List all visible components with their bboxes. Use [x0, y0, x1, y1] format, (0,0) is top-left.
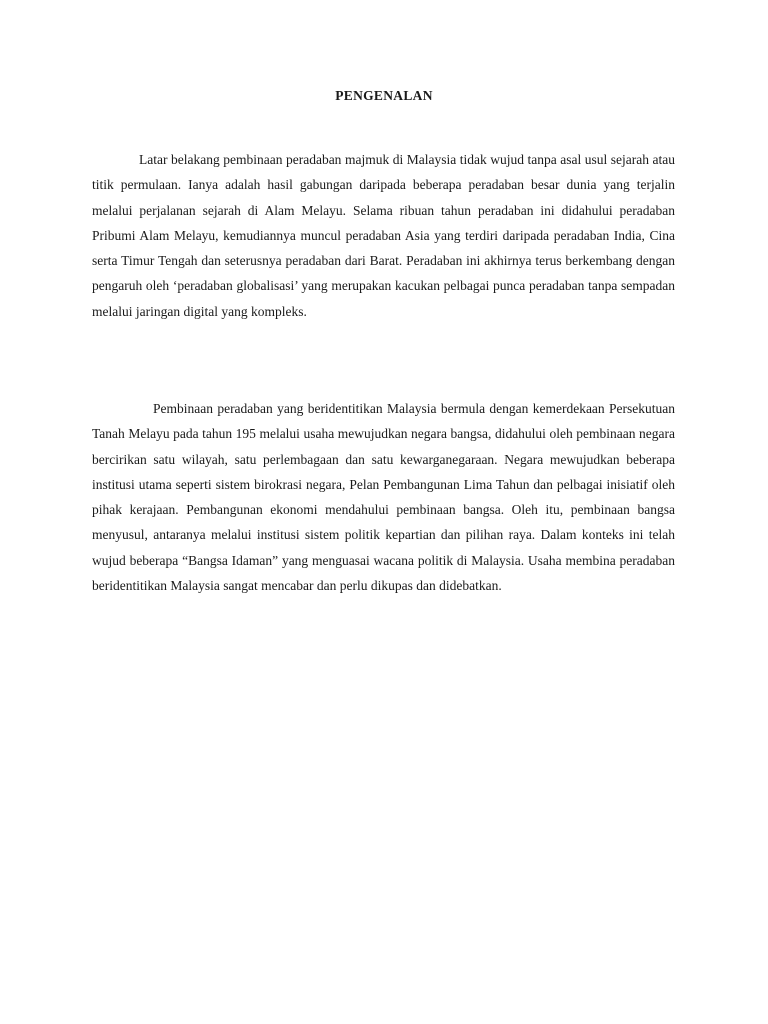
document-title: PENGENALAN	[335, 88, 433, 103]
paragraph-2: Pembinaan peradaban yang beridentitikan Malaysia bermula dengan kemerdekaan Persekutuan Tanah Melayu pada tahun 195 melalui usaha mewujudkan negara bangsa, didahului oleh pembinaan negara bercirikan satu wilayah, satu perlembagaan dan satu kewarganegaraan. Negara mewujudkan beberapa institusi utama seperti sistem birokrasi negara, Pelan Pembangunan Lima Tahun dan pelbagai inisiatif oleh pihak kerajaan. Pembangunan ekonomi mendahului pembinaan bangsa. Oleh itu, pembinaan bangsa menyusul, antaranya melalui institusi sistem politik kepartian dan pilihan raya. Dalam konteks ini telah wujud beberapa “Bangsa Idaman” yang menguasai wacana politik di Malaysia. Usaha membina peradaban beridentitikan Malaysia sangat mencabar dan perlu dikupas dan didebatkan.	[92, 401, 675, 594]
paragraph-1: Latar belakang pembinaan peradaban majmuk di Malaysia tidak wujud tanpa asal usul sejarah atau titik permulaan. Ianya adalah hasil gabungan daripada beberapa peradaban besar dunia yang terjalin melalui perjalanan sejarah di Alam Melayu. Selama ribuan tahun peradaban ini didahului peradaban Pribumi Alam Melayu, kemudiannya muncul peradaban Asia yang terdiri daripada peradaban India, Cina serta Timur Tengah dan seterusnya peradaban dari Barat. Peradaban ini akhirnya terus berkembang dengan pengaruh oleh ‘peradaban globalisasi’ yang merupakan kacukan pelbagai punca peradaban tanpa sempadan melalui jaringan digital yang kompleks.	[92, 152, 675, 319]
